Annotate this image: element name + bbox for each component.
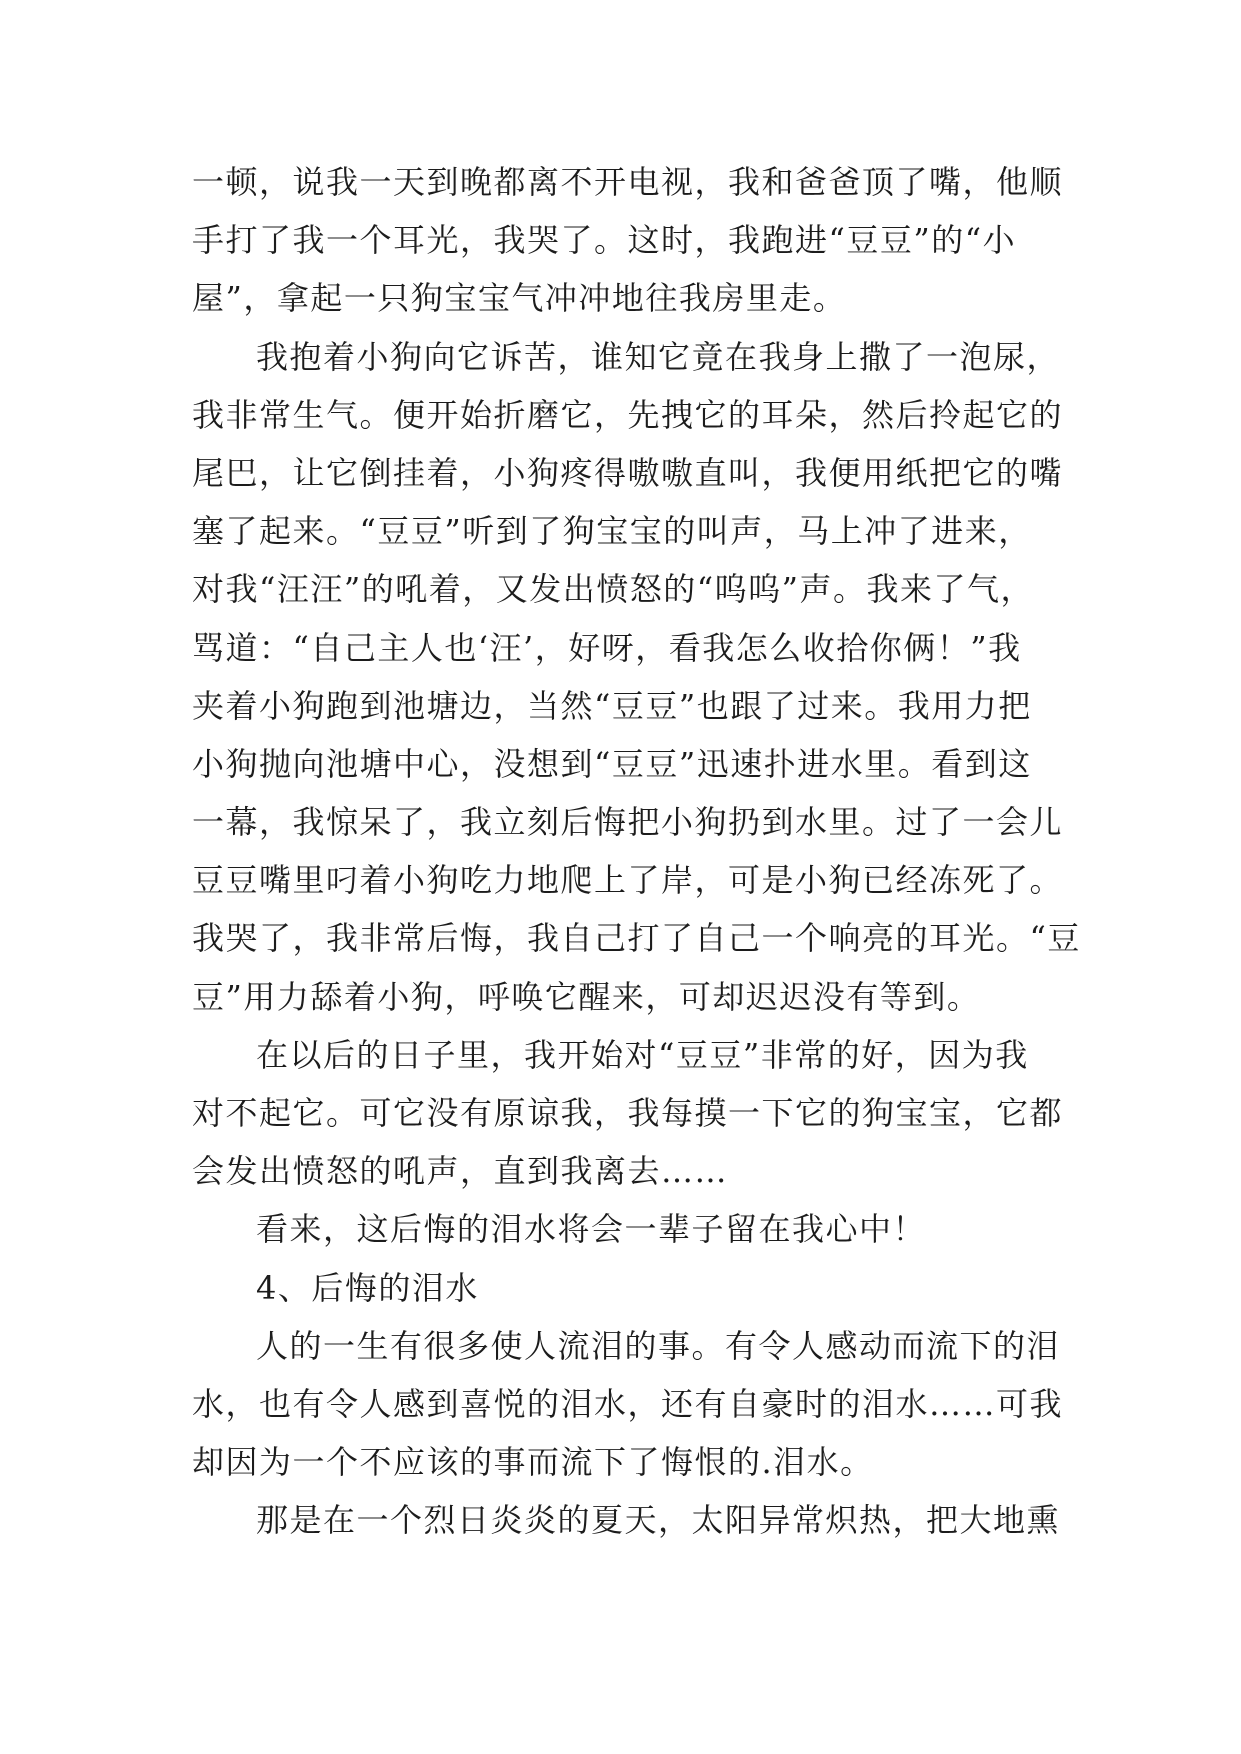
text-line: 我非常生气。便开始折磨它，先拽它的耳朵，然后拎起它的 xyxy=(192,395,1064,434)
text-line: 对不起它。可它没有原谅我，我每摸一下它的狗宝宝，它都 xyxy=(192,1094,1064,1132)
text-line: 塞了起来。“豆豆”听到了狗宝宝的叫声，马上冲了进来， xyxy=(192,512,1032,551)
paragraph-first-line: 人的一生有很多使人流泪的事。有令人感动而流下的泪 xyxy=(256,1326,1061,1365)
text-line: 会发出愤怒的吼声，直到我离去…… xyxy=(192,1152,729,1191)
text-line: 水，也有令人感到喜悦的泪水，还有自豪时的泪水……可我 xyxy=(192,1384,1064,1423)
paragraph-first-line: 我抱着小狗向它诉苦，谁知它竟在我身上撒了一泡尿， xyxy=(256,337,1061,376)
paragraph-first-line: 4、后悔的泪水 xyxy=(256,1268,479,1307)
paragraph-first-line: 看来，这后悔的泪水将会一辈子留在我心中！ xyxy=(256,1210,927,1249)
text-line: 我哭了，我非常后悔，我自己打了自己一个响亮的耳光。“豆 xyxy=(192,919,1081,958)
text-line: 夹着小狗跑到池塘边，当然“豆豆”也跟了过来。我用力把 xyxy=(192,686,1032,725)
text-line: 手打了我一个耳光，我哭了。这时，我跑进“豆豆”的“小 xyxy=(192,221,1017,260)
text-line: 豆豆嘴里叼着小狗吃力地爬上了岸，可是小狗已经冻死了。 xyxy=(192,861,1064,900)
text-line: 一幕，我惊呆了，我立刻后悔把小狗扔到水里。过了一会儿 xyxy=(192,803,1064,842)
document-body xyxy=(192,153,1081,1550)
text-line: 屋”，拿起一只狗宝宝气冲冲地往我房里走。 xyxy=(192,279,847,318)
text-line: 尾巴，让它倒挂着，小狗疼得嗷嗷直叫，我便用纸把它的嘴 xyxy=(192,453,1064,492)
text-line: 对我“汪汪”的吼着，又发出愤怒的“呜呜”声。我来了气， xyxy=(192,570,1034,609)
text-line: 一顿，说我一天到晚都离不开电视，我和爸爸顶了嘴，他顺 xyxy=(192,163,1064,201)
text-line: 豆”用力舔着小狗，呼唤它醒来，可却迟迟没有等到。 xyxy=(192,977,981,1016)
text-line: 小狗抛向池塘中心，没想到“豆豆”迅速扑进水里。看到这 xyxy=(192,744,1032,783)
paragraph-first-line: 在以后的日子里，我开始对“豆豆”非常的好，因为我 xyxy=(256,1035,1029,1074)
paragraph-first-line: 那是在一个烈日炎炎的夏天，太阳异常炽热，把大地熏 xyxy=(256,1501,1061,1540)
text-line: 骂道：“自己主人也‘汪’，好呀，看我怎么收拾你俩！”我 xyxy=(192,628,1022,667)
text-line: 却因为一个不应该的事而流下了悔恨的.泪水。 xyxy=(192,1443,874,1482)
